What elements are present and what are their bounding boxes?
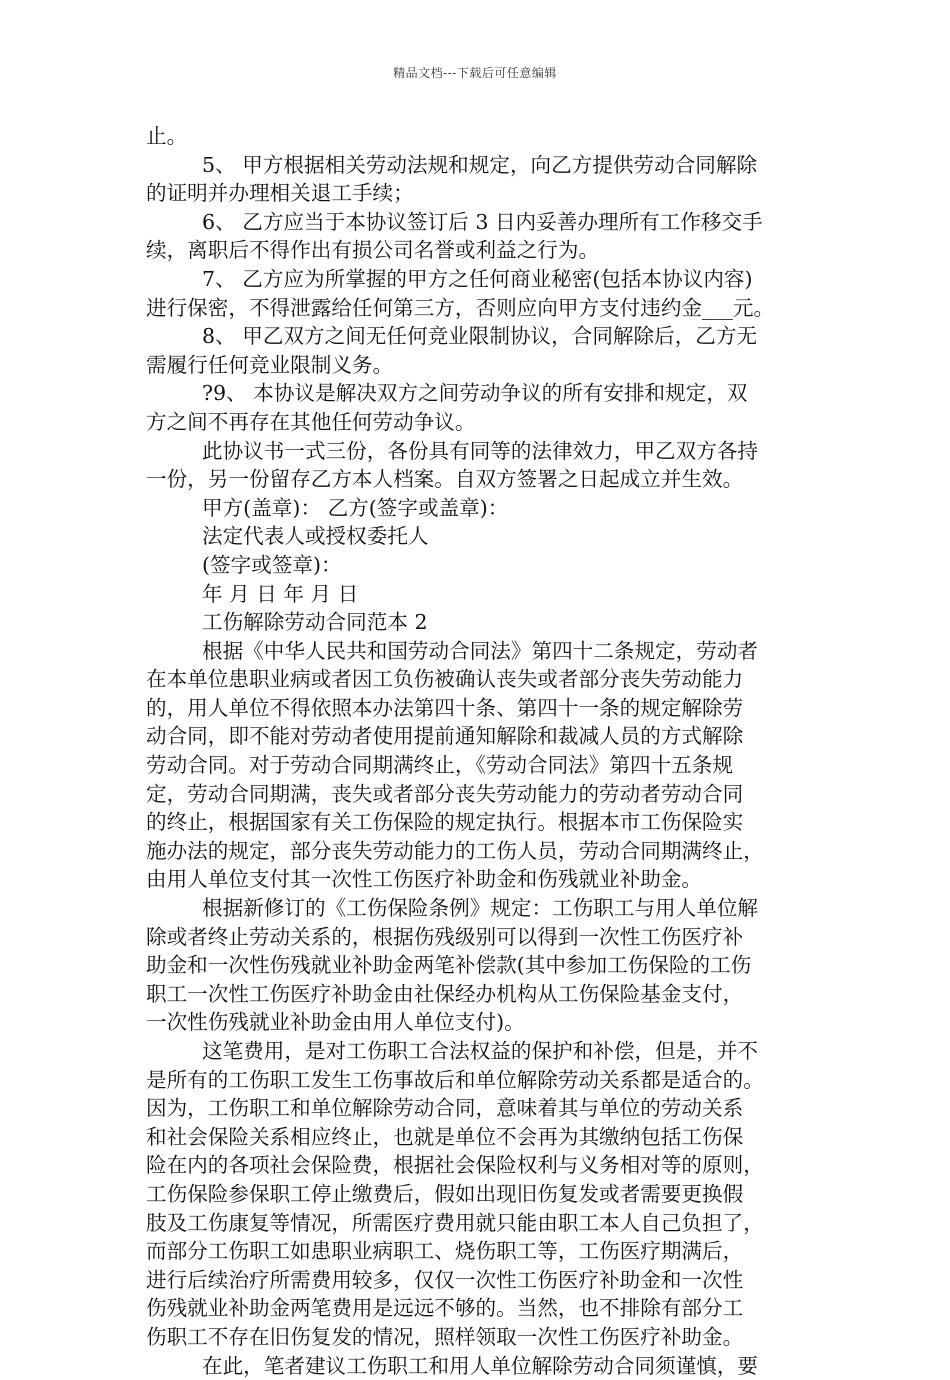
document-line: 是所有的工伤职工发生工伤事故后和单位解除劳动关系都是适合的。	[146, 1067, 764, 1092]
document-line: 施办法的规定，部分丧失劳动能力的工伤人员，劳动合同期满终止，	[146, 838, 764, 863]
document-line: 6、 乙方应当于本协议签订后 3 日内妥善办理所有工作移交手	[202, 209, 763, 234]
document-line: 劳动合同。对于劳动合同期满终止，《劳动合同法》第四十五条规	[146, 753, 733, 778]
document-line: 根据新修订的《工伤保险条例》规定：工伤职工与用人单位解	[202, 896, 759, 921]
document-line: 止。	[146, 124, 188, 148]
document-line: 的证明并办理相关退工手续；	[146, 181, 414, 206]
document-line: 工伤保险参保职工停止缴费后，假如出现旧伤复发或者需要更换假	[146, 1181, 744, 1206]
document-line: 动合同，即不能对劳动者使用提前通知解除和裁减人员的方式解除	[146, 724, 744, 749]
document-line: 由用人单位支付其一次性工伤医疗补助金和伤残就业补助金。	[146, 867, 703, 892]
document-line: 这笔费用，是对工伤职工合法权益的保护和补偿，但是，并不	[202, 1039, 759, 1063]
document-line: 方之间不再存在其他任何劳动争议。	[146, 409, 476, 434]
document-line: 的，用人单位不得依照本办法第四十条、第四十一条的规定解除劳	[146, 695, 744, 720]
document-line: 险在内的各项社会保险费，根据社会保险权利与义务相对等的原则，	[146, 1153, 764, 1178]
document-line: 职工一次性工伤医疗补助金由社保经办机构从工伤保险基金支付，	[146, 981, 744, 1006]
document-line: 的终止，根据国家有关工伤保险的规定执行。根据本市工伤保险实	[146, 810, 744, 835]
document-line: 甲方(盖章)： 乙方(签字或盖章)：	[202, 495, 509, 520]
document-line: 进行后续治疗所需费用较多，仅仅一次性工伤医疗补助金和一次性	[146, 1267, 744, 1292]
document-line: 伤残就业补助金两笔费用是远远不够的。当然，也不排除有部分工	[146, 1296, 744, 1321]
document-line: 在本单位患职业病或者因工负伤被确认丧失或者部分丧失劳动能力	[146, 667, 744, 692]
document-body	[146, 122, 812, 1380]
document-line: ?9、 本协议是解决双方之间劳动争议的所有安排和规定，双	[202, 381, 748, 406]
document-line: 7、 乙方应为所掌握的甲方之任何商业秘密(包括本协议内容)	[202, 266, 753, 291]
document-line: 进行保密，不得泄露给任何第三方，否则应向甲方支付违约金___元。	[146, 295, 775, 320]
document-line: 8、 甲乙双方之间无任何竞业限制协议，合同解除后，乙方无	[202, 324, 758, 349]
document-line: 年 月 日 年 月 日	[202, 581, 359, 606]
document-line: 除或者终止劳动关系的，根据伤残级别可以得到一次性工伤医疗补	[146, 924, 744, 949]
document-line: 续，离职后不得作出有损公司名誉或利益之行为。	[146, 238, 600, 263]
document-line: 因为，工伤职工和单位解除劳动合同，意味着其与单位的劳动关系	[146, 1096, 744, 1121]
document-line: 伤职工不存在旧伤复发的情况，照样领取一次性工伤医疗补助金。	[146, 1324, 744, 1349]
document-line: 需履行任何竞业限制义务。	[146, 352, 394, 377]
document-line: 肢及工伤康复等情况，所需医疗费用就只能由职工本人自己负担了，	[146, 1210, 764, 1235]
document-line: 一份，另一份留存乙方本人档案。自双方签署之日起成立并生效。	[146, 467, 744, 492]
page-header: 精品文档---下载后可任意编辑	[393, 66, 557, 80]
document-line: 而部分工伤职工如患职业病职工、烧伤职工等，工伤医疗期满后，	[146, 1239, 744, 1264]
document-line: 和社会保险关系相应终止，也就是单位不会再为其缴纳包括工伤保	[146, 1124, 744, 1149]
document-line: 5、 甲方根据相关劳动法规和规定，向乙方提供劳动合同解除	[202, 152, 758, 177]
document-line: 法定代表人或授权委托人	[202, 524, 429, 549]
document-line: 助金和一次性伤残就业补助金两笔补偿款(其中参加工伤保险的工伤	[146, 953, 752, 978]
document-line: 此协议书一式三份，各份具有同等的法律效力，甲乙双方各持	[202, 438, 759, 463]
document-line: 根据《中华人民共和国劳动合同法》第四十二条规定，劳动者	[202, 638, 759, 663]
document-line: 工伤解除劳动合同范本 2	[202, 610, 428, 635]
document-line: 定，劳动合同期满，丧失或者部分丧失劳动能力的劳动者劳动合同	[146, 781, 744, 806]
document-line: 在此，笔者建议工伤职工和用人单位解除劳动合同须谨慎，要	[202, 1353, 759, 1378]
document-line: (签字或签章)：	[202, 552, 342, 577]
document-line: 一次性伤残就业补助金由用人单位支付)。	[146, 1010, 525, 1035]
